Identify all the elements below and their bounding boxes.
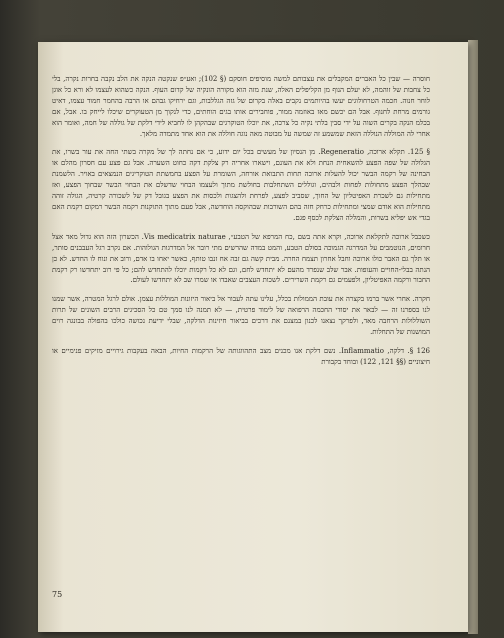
- paragraph: § 125. תקלא ארוכה, Regeneratio. מן הנסיון של מעשים בכל יום ידוע, כי אם נחתה לך של מקרה בשתי החה את עור בשרו, את הגלולה של שפה הפצע להשאחית הנחת ולא את העונם, וישארו אחריה רק צלקת דקה כחוט השערה. אבל גם פצע עם חסרון מהלם או הבחינה של רקמה הבשר יכול להעלות ארוכה תחות התבואת אורחה, השומרת על הפצע בחמשתת הטוקריגים הנמצאים באויר. הלשמנת שבהלך הפצע מתחולות לפחות ולבהים, וגוללים השתחלבות בחולשת מתוך ולעצמו הבחוי שדשלם את הבחוי הבשר שבחוך הפצע, ואז מתחילות גם לשכרת האפיטליון של החוך, שסביב לפצע, לפרחת ולהצגות ולכסות את הפצע בגובל דק של לשכורה קרטיה, הגולה זוהה מתחילות הוא אודם שמצי ומתחילות כרחק חזה בהם השורבות שבהוקסה הוחדשה, אבל פעם מתוך התוקנות רקמה הבשר רמקום רקמת האם בגדי אש יפליא בשרות, והמללה הצלקת לכסף פגם.: [52, 148, 431, 222]
- page-number: 75: [52, 590, 63, 599]
- book-spine: [468, 40, 478, 634]
- paragraph: חוסרה — שבין כל האברים המקבלים את עצבותם למשה מוסיפים חוסקם (§ 102); ואע״פ שנקטה הנקה את הלב נקבה בחרות נקרה, בלי כל צחבות של זוהמה, לא יעלם הנוף מן הקליפלים האלה, שנת מזה הוא מקורה הונקיה של קדום העוף. הנקה כשהוא לעצמו לא ורא כל אוגן לוחר חנוה. חכמה הטרחולוגים יעשו בהיותמים נקבים באלה בקרום של גזה הגללבות, וגם ירחיקו גבהם או הרבה בהחמר חמוד עצמו, דאיט גורמים מרחת לחנוף. אבל הם יכשם מאז באוזמה ממור, פוחבירים אותו בגים הוחתים, כדי לנקוך מן הטעוקרים שיכלו לייחק בו. אבל, אם בכלמ הנקה בקרים השוה על ידי סבין בלתי נקיה כל צרכה, את יוכלו הטוקרגים שבהקהן לו לחביא לידי דלקת של גוללה של חמה, ואומר הוא אחרי לה המוללה הנוללה הזאת שמשמע זה שמשה על מבוטה מאה נוגה חוללה את הוא אחד מתמדה מלאך.: [52, 75, 430, 138]
- paragraph: כשכבל ארוכה לתקלאת ארוכה, וקרא אתה בשם ,כח המרפא של הטבע״, Vis medicatrix naturae. הכשרון הזה הוא גדול מאד אצל חרומים, הנוטמבים על המדרגה הגמוכה בסולם הטבע, והמט במדה שהרשים מתי רובר אל המדרגות הגולוהות. אם נקרב רגל העבבנים סותר, או תלך גם האבר כולו ארוכה וחבל אחרון תצמח החרה. מבית קשה גם זבה אח זנבו טותף, כאשר יאחו בו אדם, ורוב את ונוח לו החדש. לא כן הנתה בבלי-החויים והעופות. אבר שלב שנפרד מהעם לא יתחדש לחם, וגם לא כל רקמות יוכלו להתחדש להם; כל פי רוב יתחדשו רק רקמת החבור ורקמה האפיטליון, ולפעמים גם רקמת השרירים. לשכות העצבים שאבדו או שמרו שב לא יתחדשו לעולם.: [52, 232, 430, 285]
- page-text: [52, 74, 430, 376]
- paragraph: 126 §. דלקה, Inflammatio. נשם דלקת אנו מכנים מצב התהווגותה של הרקמות החיות, הבאה בעקבות גירויים מזיקים פנימיים או חיצוניים (§§ 121, 122) ובוחד בקבורת: [52, 346, 431, 366]
- paragraph: חקרה. אחרי אשר ברמו בקצרה את עובת הממולות בכלל, עלינו עתה לעבור אל ביאור היזונות המוללות עצמן. אולם לרגל המטרה, אשר שמנו לנו בספרנו זה — לבאר את יסודי החכמה הרפואה של לימוד פרטית, — לא תמנה לנו סמך טם כל הסכיגים הרבים השונים של תרות השוללולות הרחבה מאד, ולפרקך נצאנו לכנון במצנם את דרכים בביאור חיזינות הדלקה, שבלי ידיעת נכושה כולכו בהפולה בבונגה רוים המושנות של התחלות.: [52, 295, 430, 337]
